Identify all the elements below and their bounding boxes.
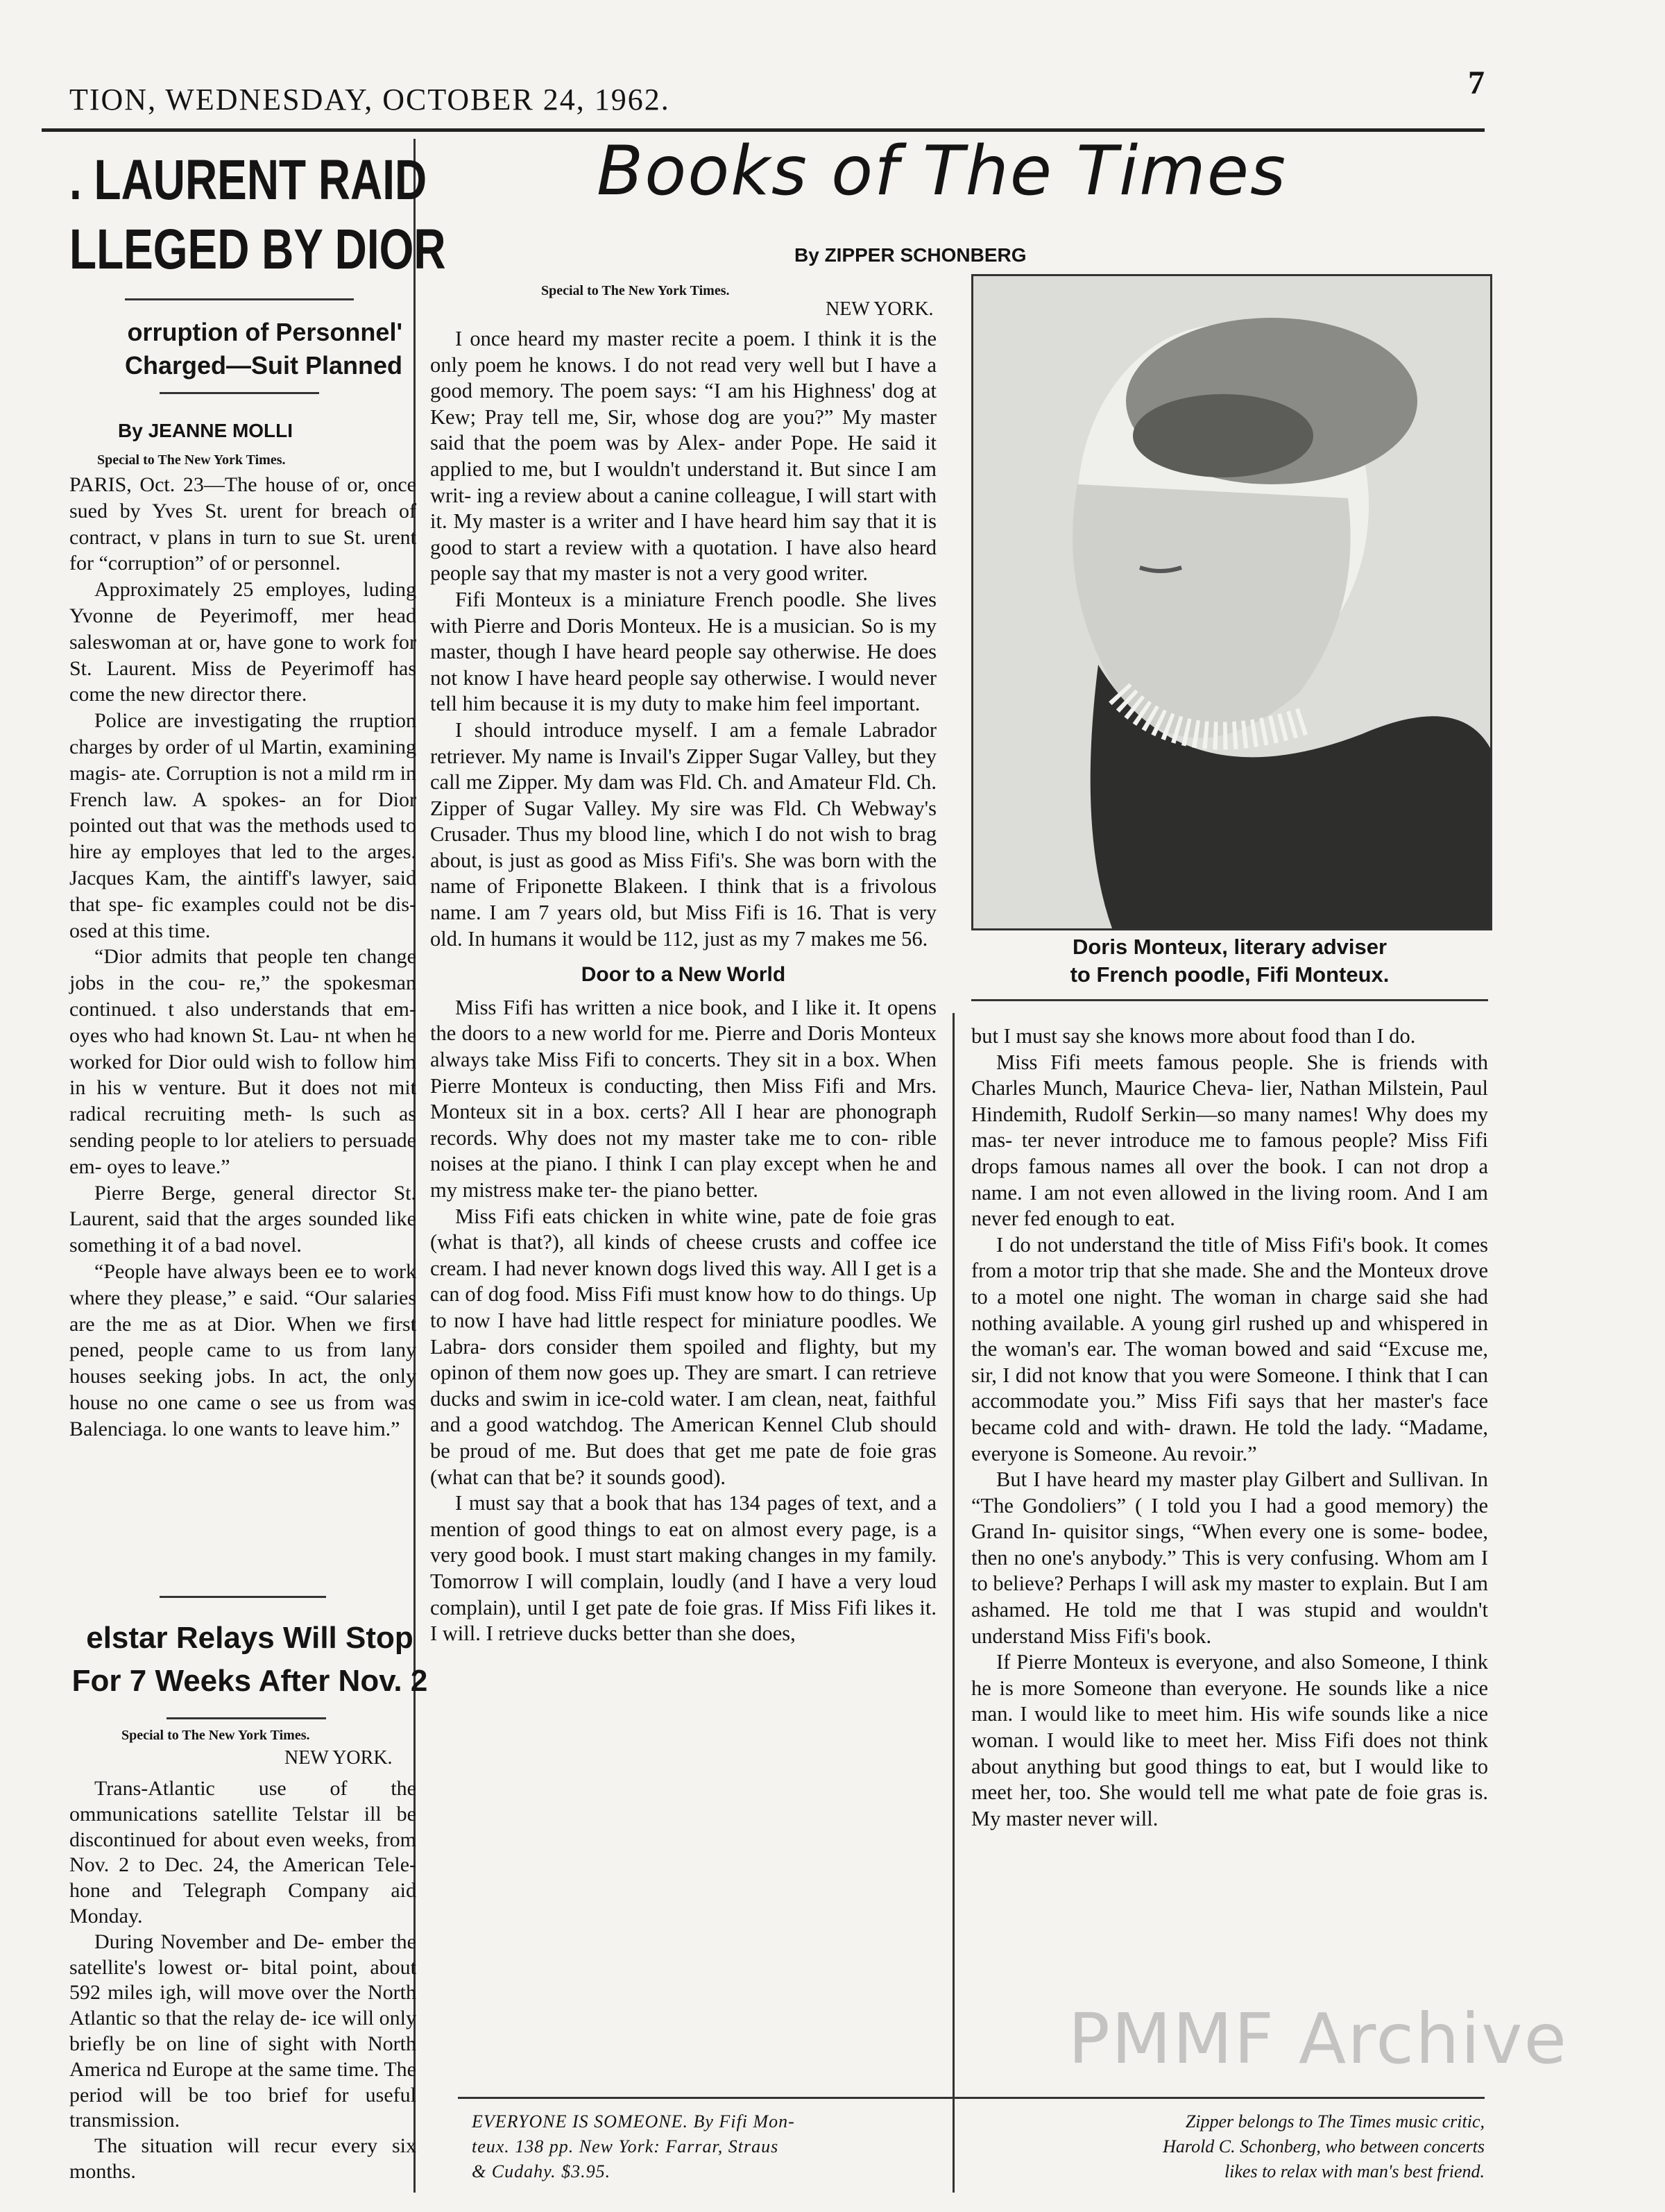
dateline: TION, WEDNESDAY, OCTOBER 24, 1962. xyxy=(69,83,670,117)
telstar-paragraph: During November and De- ember the satellite's lowest or- bital point, about 592 miles igh, will move over the North Atlantic so that the relay de- ice will only briefly be on line of sight with North America nd Europe at the same time. The period will be too brief for useful transmission. xyxy=(69,1930,416,2132)
books-paragraph: Fifi Monteux is a miniature French poodle. She lives with Pierre and Doris Monteux. He is a musician. So is my master, though I have heard people say otherwise. He does not know I have heard people say otherwise. I would never tell him because it is my duty to make him feel important. xyxy=(430,587,937,716)
books-column-3 xyxy=(971,1023,1488,1832)
author-note-line1: Zipper belongs to The Times music critic, xyxy=(1185,2111,1485,2132)
author-note-line3: likes to relax with man's best friend. xyxy=(1224,2161,1485,2181)
books-paragraph: but I must say she knows more about food than I do. xyxy=(971,1024,1416,1048)
books-column-2 xyxy=(430,326,937,1647)
book-info-line1: EVERYONE IS SOMEONE. By Fifi Mon- xyxy=(472,2111,795,2132)
books-paragraph: I do not understand the title of Miss Fifi's book. It comes from a motor trip that she made. She and the Monteux drove to a motel one night. The woman in charge said she had nothing available. A young girl rushed up and whispered in the woman's ear. The woman bowed and said “Excuse me, sir, I did not know that you were Someone. I think that I can accommodate you.” Miss Fifi says that her master's face became cold and with- drawn. He told the lady. “Madame, everyone is Someone. Au revoir.” xyxy=(971,1232,1488,1465)
left-headline xyxy=(69,146,446,284)
book-info-line2: teux. 138 pp. New York: Farrar, Straus xyxy=(472,2136,779,2156)
left-paragraph: Pierre Berge, general director St. Laurent, said that the arges sounded like something it of a bad novel. xyxy=(69,1181,416,1257)
books-special: Special to The New York Times. xyxy=(541,283,730,298)
books-paragraph: Miss Fifi eats chicken in white wine, pate de foie gras (what is that?), all kinds of cheese crusts and coffee ice cream. I had never known dogs lived this way. All I get is a can of dog food. Miss Fifi must know how to do things. Up to now I have had little respect for miniature poodles. We Labra- dors consider them spoiled and flighty, but my opinon of them now goes up. They are smart. I can retrieve ducks and swim in ice-cold water. I am clean, neat, faithful and a good watchdog. The American Kennel Club should be proud of me. But does that get me pate de foie gras (what can that be? it sounds good). xyxy=(430,1204,937,1489)
portrait-illustration xyxy=(973,276,1490,928)
left-headline-line2: LLEGED BY DIOR xyxy=(69,218,446,281)
books-paragraph: I once heard my master recite a poem. I think it is the only poem he knows. I do not read very well but I have a good memory. The poem says: “I am his Highness' dog at Kew; Pray tell me, Sir, whose dog are you?” My master said that the poem was by Alex- ander Pope. He said it applied to me, but I wouldn't understand it. But since I am writ- ing a review about a canine colleague, I will start with it. My master is a writer and I have heard him say that it is good to start a review with a quotation. I have also heard people say that my master is not a very good writer. xyxy=(430,327,937,586)
portrait-photo xyxy=(971,274,1492,930)
telstar-city: NEW YORK. xyxy=(284,1747,393,1769)
book-info-line3: & Cudahy. $3.95. xyxy=(472,2161,611,2181)
left-article-end-rule xyxy=(160,1596,326,1598)
telstar-paragraph: Trans-Atlantic use of the ommunications satellite Telstar ill be discontinued for about even weeks, from Nov. 2 to Dec. 24, the American Tele- hone and Telegraph Company aid Monday. xyxy=(69,1777,416,1928)
book-info xyxy=(472,2109,944,2184)
photo-caption xyxy=(971,933,1488,989)
left-special: Special to The New York Times. xyxy=(97,452,286,468)
books-city: NEW YORK. xyxy=(826,298,934,320)
left-dek-line1: orruption of Personnel' xyxy=(127,318,402,346)
left-paragraph: Police are investigating the rruption charges by order of ul Martin, examining magis- ate. Corruption is not a mild rm in French law. A spokes- an for Dior pointed out that was the methods used to hire ay employes that led to the arges. Jacques Kam, the aintiff's lawyer, said that spe- fic examples could not be dis- osed at this time. xyxy=(69,709,416,942)
photo-caption-rule xyxy=(971,999,1488,1001)
books-paragraph: I should introduce myself. I am a female Labrador retriever. My name is Invail's Zipper Sugar Valley, but they call me Zipper. My dam was Fld. Ch. and Amateur Fld. Ch. Zipper of Sugar Valley. My sire was Fld. Ch Webway's Crusader. Thus my blood line, which I do not wish to brag about, is just as good as Miss Fifi's. She was born with the name of Friponette Blakeen. I think that is a frivolous name. I am 7 years old, but Miss Fifi is 16. That is very old. In humans it would be 112, just as my 7 makes me 56. xyxy=(430,717,937,951)
author-note xyxy=(999,2109,1485,2184)
page-marker: 7 xyxy=(1468,65,1485,101)
author-note-line2: Harold C. Schonberg, who between concerts xyxy=(1163,2136,1485,2156)
telstar-rule xyxy=(166,1717,326,1719)
books-paragraph: Miss Fifi meets famous people. She is friends with Charles Munch, Maurice Cheva- lier, Nathan Milstein, Paul Hindemith, Rudolf Serkin—so many names! Why does my mas- ter never introduce me to famous people? Miss Fifi drops famous names all over the book. I can not drop a name. I am not even allowed in the living room. And I am never fed enough to eat. xyxy=(971,1050,1488,1231)
left-headline-rule xyxy=(125,298,354,300)
telstar-paragraph: The situation will recur every six months. xyxy=(69,2134,416,2183)
left-paragraph: “People have always been ee to work where they please,” e said. “Our salaries are the me as at Dior. When we first pened, people came to us from lany houses seeking jobs. In act, the only house no one came o see us from was Balenciaga. lo one wants to leave him.” xyxy=(69,1259,416,1440)
archive-watermark: PMMF Archive xyxy=(1068,1998,1568,2079)
telstar-headline xyxy=(69,1617,430,1703)
left-paragraph: PARIS, Oct. 23—The house of or, once sued by Yves St. urent for breach of contract, v plans in turn to sue St. urent for “corruption” of or personnel. xyxy=(69,473,416,575)
telstar-special: Special to The New York Times. xyxy=(121,1728,310,1743)
books-subhead: Door to a New World xyxy=(581,963,786,987)
left-dek-line2: Charged—Suit Planned xyxy=(124,351,402,380)
left-byline: By JEANNE MOLLI xyxy=(118,420,293,441)
books-paragraph: Miss Fifi has written a nice book, and I like it. It opens the doors to a new world for me. Pierre and Doris Monteux always take Miss Fifi to concerts. They sit in a box. When Pierre Monteux is conducting, then Miss Fifi and Mrs. Monteux sit in a box. certs? All I hear are phonograph records. Why does not my master take me to con- rible noises at the piano. I think I can play except when he and my mistress make ter- the piano better. xyxy=(430,995,937,1202)
column-rule-middle xyxy=(953,1013,955,2193)
telstar-headline-line2: For 7 Weeks After Nov. 2 xyxy=(71,1664,428,1698)
left-dek-rule xyxy=(160,392,319,394)
book-info-rule xyxy=(458,2097,1485,2099)
left-headline-line1: . LAURENT RAID xyxy=(69,148,427,212)
books-paragraph: But I have heard my master play Gilbert and Sullivan. In “The Gondoliers” ( I told you I had a good memory) the Grand In- quisitor sings, “When every one is some- bodee, then no one's anybody.” This is very confusing. Whom am I to believe? Perhaps I will ask my master to explain. But I am ashamed. He told me that I was stupid and wouldn't understand Miss Fifi's book. xyxy=(971,1467,1488,1648)
books-byline: By ZIPPER SCHONBERG xyxy=(794,244,1027,266)
telstar-body xyxy=(69,1776,416,2185)
column-title: Books of The Times xyxy=(597,132,1288,211)
books-paragraph: If Pierre Monteux is everyone, and also Someone, I think he is more Someone than everyone. He sounds like a nice man. I would like to meet him. His wife sounds like a nice woman. I would like to meet her. Miss Fifi does not think about anything but good things to eat, but I would like to meet her, too. She would tell me what pate de foie gras is. My master never will. xyxy=(971,1650,1488,1830)
left-paragraph: Approximately 25 employes, luding Yvonne de Peyerimoff, mer head saleswoman at or, have gone to work for St. Laurent. Miss de Peyerimoff has come the new director there. xyxy=(69,578,416,706)
left-article-body xyxy=(69,472,416,1442)
photo-caption-line1: Doris Monteux, literary adviser xyxy=(1072,935,1388,959)
left-dek xyxy=(69,316,402,382)
books-paragraph: I must say that a book that has 134 pages of text, and a mention of good things to eat on almost every page, is a very good book. I must start making changes in my family. Tomorrow I will complain, loudly (and I have a very loud complain), until I get pate de foie gras. If Miss Fifi likes it. I will. I retrieve ducks better than she does, xyxy=(430,1491,937,1646)
photo-caption-line2: to French poodle, Fifi Monteux. xyxy=(1070,962,1390,987)
left-paragraph: “Dior admits that people ten change jobs in the cou- re,” the spokesman continued. t also understands that em- oyes who had known St. Lau- nt when he worked for Dior ould wish to follow him in his w venture. But it does not mit radical recruiting meth- ls such as sending people to lor ateliers to persuade em- oyes to leave.” xyxy=(69,945,416,1178)
telstar-headline-line1: elstar Relays Will Stop xyxy=(86,1621,413,1655)
